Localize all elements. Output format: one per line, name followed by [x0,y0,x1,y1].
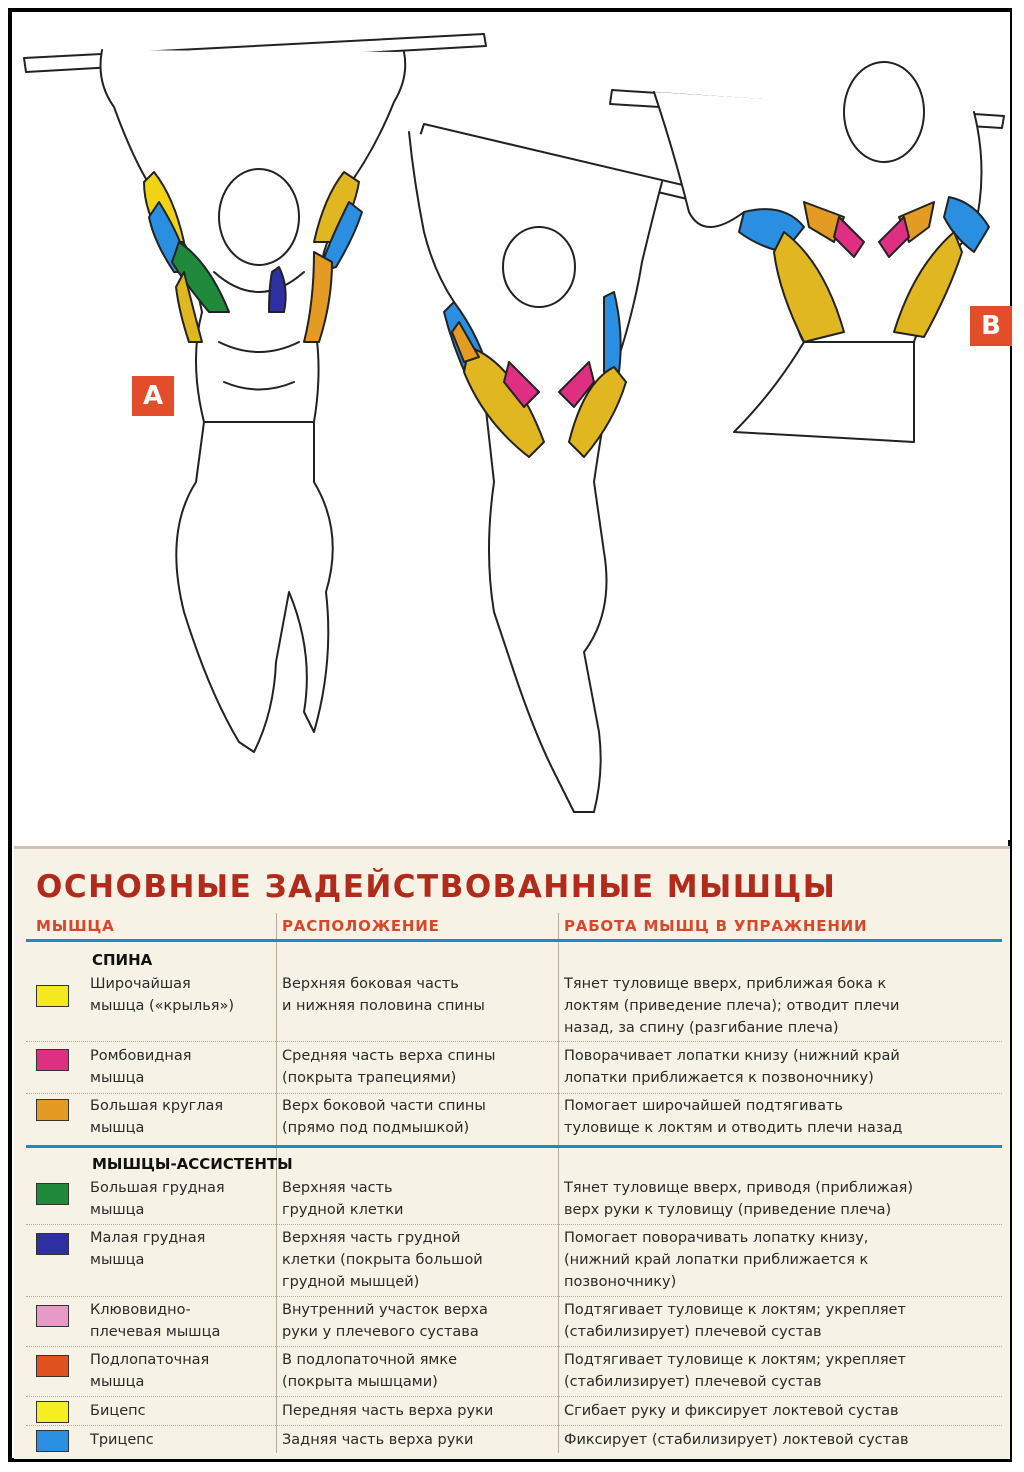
muscle-location: Верхняя часть грудной клетки (покрыта большой грудной мышцей) [282,1230,483,1290]
muscle-name: Бицепс [90,1403,146,1419]
muscle-function: Фиксирует (стабилизирует) локтевой сустав [564,1432,909,1448]
column-header-muscle: МЫШЦА [36,917,115,935]
figure-b [654,62,989,442]
column-header-function: РАБОТА МЫШЦ В УПРАЖНЕНИИ [564,917,868,935]
muscle-name: Ромбовидная мышца [90,1048,192,1086]
muscle-location: Верх боковой части спины (прямо под подмышкой) [282,1098,486,1136]
column-header-location: РАСПОЛОЖЕНИЕ [282,917,440,935]
group-heading-back: СПИНА [92,951,153,969]
row-divider [26,1396,1002,1398]
color-swatch [36,1430,69,1452]
muscle-function: Подтягивает туловище к локтям; укрепляет (стабилизирует) плечевой сустав [564,1352,906,1390]
muscle-name: Клювовидно- плечевая мышца [90,1302,221,1340]
muscle-name: Большая круглая мышца [90,1098,224,1136]
muscle-name: Большая грудная мышца [90,1180,225,1218]
figure-center [409,132,662,812]
section-rule [26,939,1002,942]
color-swatch [36,1401,69,1423]
color-swatch [36,1099,69,1121]
color-swatch [36,1049,69,1071]
pullup-illustration [14,12,1010,840]
muscle-function: Сгибает руку и фиксирует локтевой сустав [564,1403,899,1419]
muscle-figures [14,12,1010,840]
row-divider [26,1224,1002,1226]
muscle-function: Помогает широчайшей подтягивать туловище к локтям и отводить плечи назад [564,1098,903,1136]
color-swatch [36,1233,69,1255]
row-divider [26,1041,1002,1043]
muscle-location: Средняя часть верха спины (покрыта трапециями) [282,1048,496,1086]
row-divider [26,1296,1002,1298]
muscle-function: Поворачивает лопатки книзу (нижний край лопатки приближается к позвоночнику) [564,1048,900,1086]
section-rule [26,1145,1002,1148]
muscle-function: Подтягивает туловище к локтям; укрепляет (стабилизирует) плечевой сустав [564,1302,906,1340]
muscle-location: В подлопаточной ямке (покрыта мышцами) [282,1352,458,1390]
muscle-name: Трицепс [90,1432,154,1448]
color-swatch [36,985,69,1007]
color-swatch [36,1183,69,1205]
muscle-name: Широчайшая мышца («крылья») [90,976,235,1014]
row-divider [26,1346,1002,1348]
muscle-function: Тянет туловище вверх, приводя (приближая) верх руки к туловищу (приведение плеча) [564,1180,913,1218]
muscle-name: Подлопаточная мышца [90,1352,210,1390]
muscles-table [14,846,1010,1459]
figure-label-b: B [970,306,1012,346]
muscle-location: Внутренний участок верха руки у плечевого сустава [282,1302,488,1340]
color-swatch [36,1305,69,1327]
muscle-location: Передняя часть верха руки [282,1403,494,1419]
muscle-function: Помогает поворачивать лопатку книзу, (нижний край лопатки приближается к позвоночнику) [564,1230,869,1290]
muscle-location: Задняя часть верха руки [282,1432,474,1448]
table-title: ОСНОВНЫЕ ЗАДЕЙСТВОВАННЫЕ МЫШЦЫ [36,869,837,905]
group-heading-assistants: МЫШЦЫ-АССИСТЕНТЫ [92,1155,293,1173]
muscle-location: Верхняя часть грудной клетки [282,1180,404,1218]
muscle-name: Малая грудная мышца [90,1230,206,1268]
figure-label-a: A [132,376,174,416]
muscle-function: Тянет туловище вверх, приближая бока к локтям (приведение плеча); отводит плечи назад, за спину (разгибание плеча) [564,976,900,1036]
row-divider [26,1425,1002,1427]
color-swatch [36,1355,69,1377]
muscle-location: Верхняя боковая часть и нижняя половина спины [282,976,485,1014]
